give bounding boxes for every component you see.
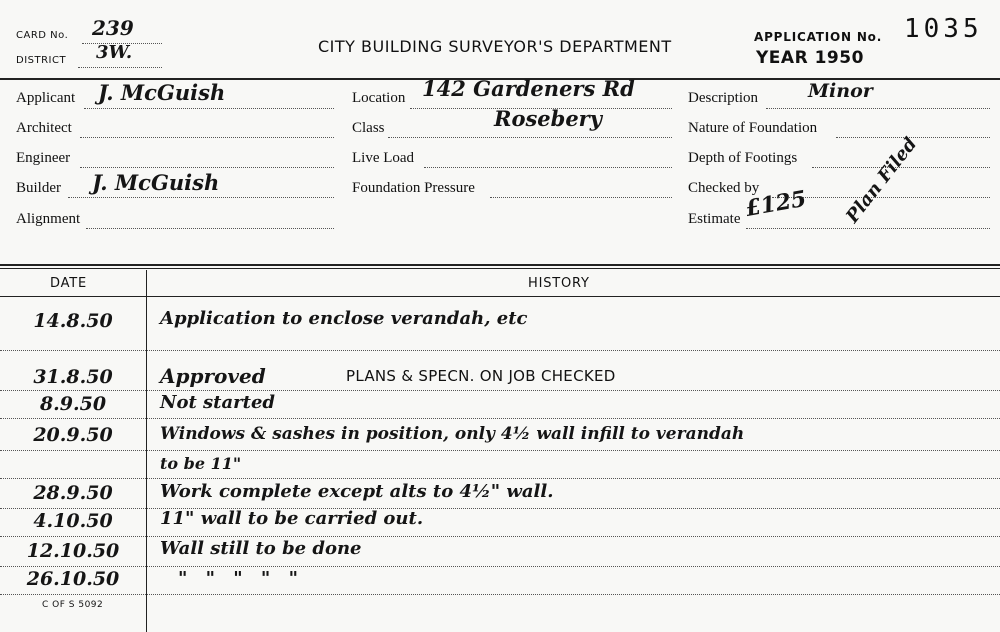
description-label: Description [688,90,758,106]
district-line [78,67,162,68]
foundation-pressure-label: Foundation Pressure [352,180,475,196]
row-history: Wall still to be done [160,538,362,559]
district-label: DISTRICT [16,55,67,66]
row-date: 14.8.50 [33,310,113,332]
card-no-value: 239 [92,16,134,40]
estimate-line [746,228,990,229]
architect-label: Architect [16,120,72,136]
architect-line [80,137,334,138]
column-divider [146,270,147,632]
district-value: 3W. [96,42,133,63]
row-history: Not started [160,392,275,413]
applicant-label: Applicant [16,90,76,106]
location-value-suburb: Rosebery [494,106,602,131]
alignment-line [86,228,334,229]
row-history: Windows & sashes in position, only 4½ wall infill to verandah [160,424,745,444]
row-date: 20.9.50 [33,424,113,446]
form-code: C OF S 5092 [42,600,104,610]
nature-foundation-label: Nature of Foundation [688,120,818,136]
location-value: 142 Gardeners Rd [422,76,635,101]
row-line [0,508,1000,509]
table-top-rule-inner [0,268,1000,269]
estimate-label: Estimate [688,211,741,227]
description-line [766,108,990,109]
builder-line [68,197,334,198]
foundation-pressure-line [490,197,672,198]
row-history: 11" wall to be carried out. [160,508,424,529]
checked-by-label: Checked by [688,180,760,196]
row-line [0,418,1000,419]
row-date: 12.10.50 [26,540,120,562]
row-date: 8.9.50 [39,393,107,415]
row-date: 31.8.50 [33,366,113,388]
card-no-label: CARD No. [16,30,69,41]
class-line [388,137,672,138]
row-date: 28.9.50 [33,482,113,504]
live-load-label: Live Load [352,150,415,166]
description-value: Minor [808,80,873,102]
plan-filed-note: Plan Filed [842,133,922,227]
year-label: YEAR 1950 [756,48,864,68]
row-history: " " " " " [178,568,304,589]
history-column-header: HISTORY [528,276,590,291]
row-line [0,478,1000,479]
row-line [0,350,1000,351]
table-top-rule [0,264,1000,266]
estimate-value: £125 [743,185,809,222]
row-line [0,594,1000,595]
row-line [0,566,1000,567]
applicant-value: J. McGuish [98,80,226,105]
live-load-line [424,167,672,168]
header-bottom-rule [0,296,1000,297]
application-label: APPLICATION No. [754,30,883,44]
application-number: 1035 [904,14,983,44]
engineer-label: Engineer [16,150,71,166]
location-label: Location [352,90,406,106]
depth-footings-label: Depth of Footings [688,150,798,166]
row-date: 26.10.50 [26,568,120,590]
row-history: Approved [160,364,266,388]
date-column-header: DATE [50,276,88,291]
builder-label: Builder [16,180,61,196]
builder-value: J. McGuish [92,170,220,195]
class-label: Class [352,120,385,136]
row-history: Work complete except alts to 4½" wall. [160,481,554,502]
engineer-line [80,167,334,168]
department-title: CITY BUILDING SURVEYOR'S DEPARTMENT [318,37,672,56]
row-history: Application to enclose verandah, etc [160,308,528,329]
row-line [0,536,1000,537]
applicant-line [84,108,334,109]
row-line [0,390,1000,391]
nature-foundation-line [836,137,990,138]
row-date: 4.10.50 [33,510,113,532]
row-line [0,450,1000,451]
alignment-label: Alignment [16,211,81,227]
checked-stamp: PLANS & SPECN. ON JOB CHECKED [346,367,616,385]
row-history: to be 11" [160,454,242,473]
